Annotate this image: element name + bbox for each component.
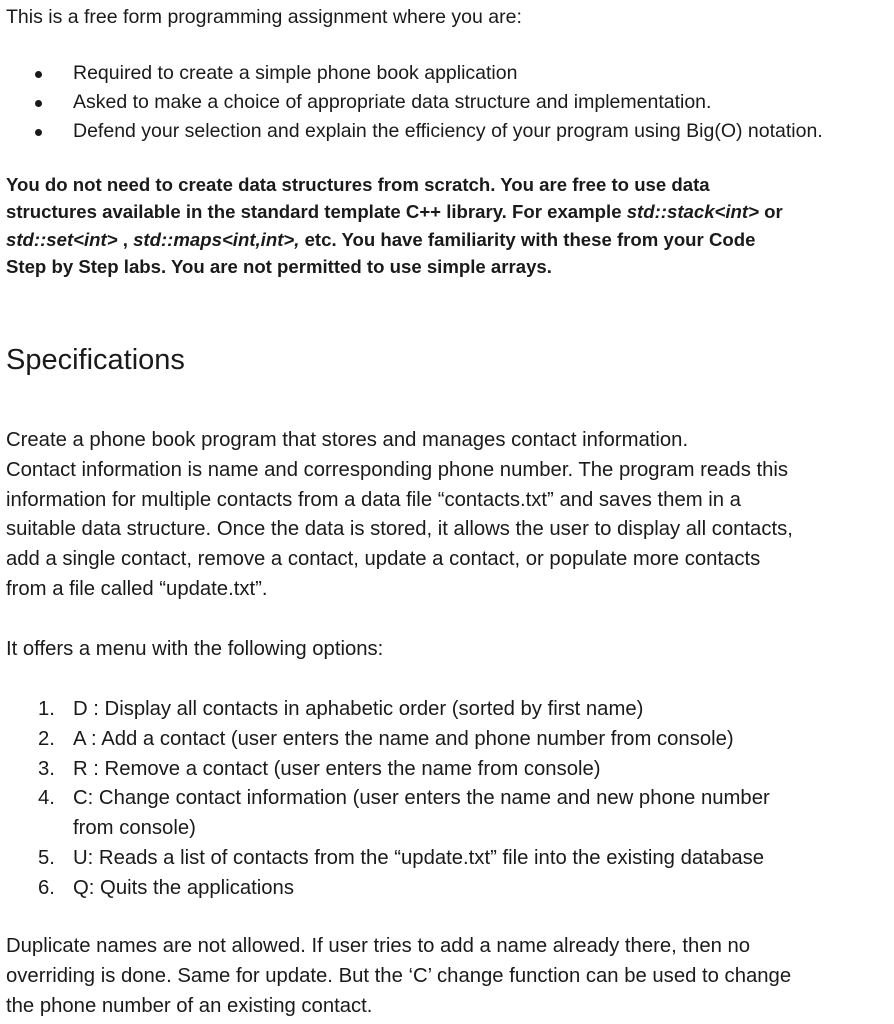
list-item: Defend your selection and explain the efficiency of your program using Big(O) notation. [6, 117, 823, 146]
list-item: 1. D : Display all contacts in aphabetic order (sorted by first name) [38, 698, 644, 720]
list-item: 3. R : Remove a contact (user enters the name from console) [38, 757, 601, 780]
menu-intro-paragraph: It offers a menu with the following options: [6, 638, 384, 660]
bullet-icon [35, 100, 42, 107]
specification-paragraph: Create a phone book program that stores and manages contact information. Contact information is name and corresponding phone number. The program reads this information for multiple contacts from a data file “contacts.txt” and saves them in a suitable data structure. Once the data is stored, it allows the user to display all contacts, add a single contact, remove a contact, update a contact, or populate more contacts from a file called “update.txt”. [6, 429, 793, 600]
list-item: 4. C: Change contact information (user enters the name and new phone number from console) [38, 787, 770, 840]
intro-text: This is a free form programming assignment where you are: [6, 6, 522, 28]
list-item: Required to create a simple phone book application [6, 59, 823, 88]
section-heading: Specifications [6, 344, 185, 376]
list-item: 5. U: Reads a list of contacts from the “update.txt” file into the existing database [38, 846, 765, 869]
bullet-icon [35, 129, 42, 136]
menu-options-list [6, 695, 770, 904]
list-item: Asked to make a choice of appropriate data structure and implementation. [6, 88, 823, 117]
list-item: 6. Q: Quits the applications [38, 876, 294, 899]
bold-notice: You do not need to create data structures from scratch. You are free to use data structures available in the standard template C++ library. For example std::stack<int> or std::set<int> , std::maps<int,int>, etc. You have familiarity with these from your Code Step by Step labs. You are not permitted to use simple arrays. [6, 174, 783, 277]
requirements-list [6, 59, 823, 146]
duplicates-paragraph: Duplicate names are not allowed. If user tries to add a name already there, then no overriding is done. Same for update. But the ‘C’ change function can be used to change the phone number of an existing contact. [6, 935, 792, 1017]
bullet-icon [35, 71, 42, 78]
list-item: 2. A : Add a contact (user enters the name and phone number from console) [38, 727, 734, 750]
